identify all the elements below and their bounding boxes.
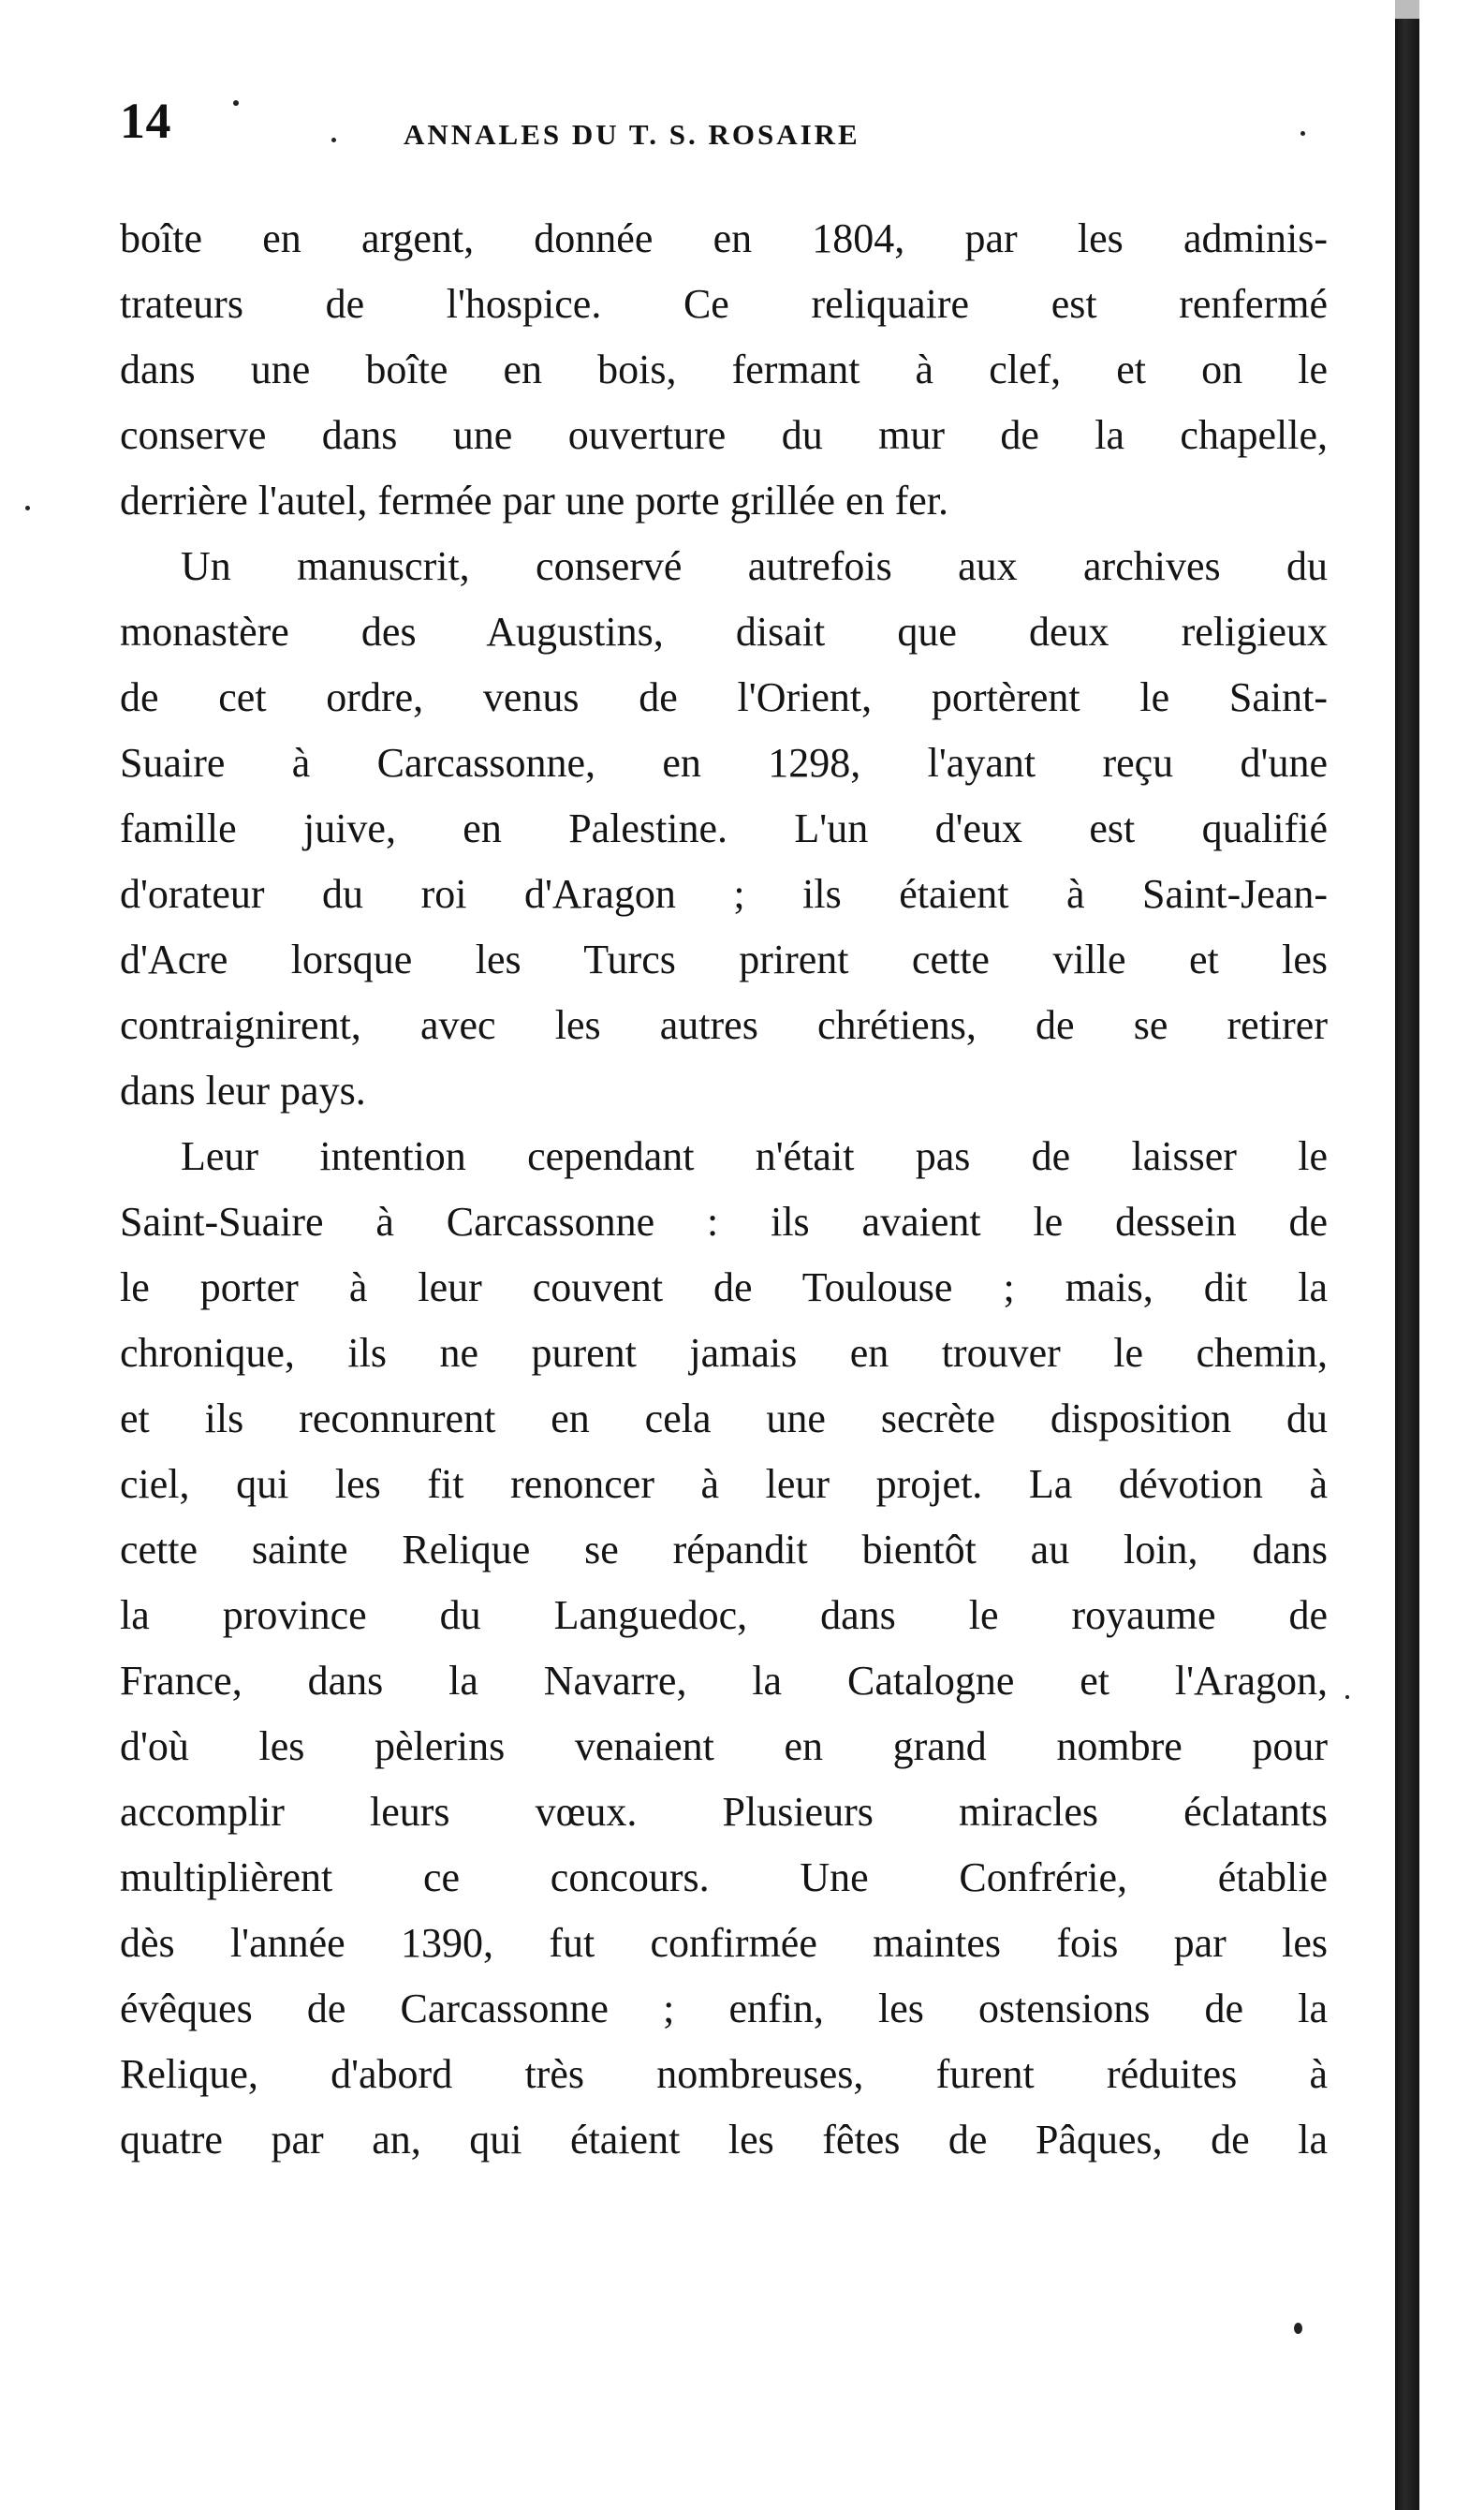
body-text — [120, 206, 1328, 2173]
text-line: contraignirent, avec les autres chrétiens, de se retirer — [120, 1002, 1328, 1048]
text-line: accomplir leurs vœux. Plusieurs miracles éclatants — [120, 1789, 1328, 1835]
text-line: Suaire à Carcassonne, en 1298, l'ayant reçu d'une — [120, 740, 1328, 786]
text-line: quatre par an, qui étaient les fêtes de Pâques, de la — [120, 2117, 1328, 2163]
speck-mark — [1300, 131, 1305, 136]
text-line: dans une boîte en bois, fermant à clef, et on le — [120, 347, 1328, 392]
running-head: ANNALES DU T. S. ROSAIRE — [404, 118, 860, 151]
paragraph-start-line: Leur intention cependant n'était pas de laisser le — [181, 1133, 1328, 1179]
text-line: le porter à leur couvent de Toulouse ; mais, dit la — [120, 1264, 1328, 1310]
text-line: ciel, qui les fit renoncer à leur projet. La dévotion à — [120, 1461, 1328, 1507]
text-line: de cet ordre, venus de l'Orient, portèrent le Saint- — [120, 674, 1328, 720]
speck-mark — [1294, 2323, 1302, 2334]
text-line: famille juive, en Palestine. L'un d'eux est qualifié — [120, 805, 1328, 851]
text-line: évêques de Carcassonne ; enfin, les ostensions de la — [120, 1986, 1328, 2031]
text-line: et ils reconnurent en cela une secrète disposition du — [120, 1395, 1328, 1441]
text-line: cette sainte Relique se répandit bientôt au loin, dans — [120, 1527, 1328, 1572]
text-line: la province du Languedoc, dans le royaume de — [120, 1592, 1328, 1638]
text-line: dès l'année 1390, fut confirmée maintes fois par les — [120, 1920, 1328, 1966]
text-line: conserve dans une ouverture du mur de la chapelle, — [120, 412, 1328, 458]
text-line: d'où les pèlerins venaient en grand nombre pour — [120, 1723, 1328, 1769]
page-header — [120, 93, 1328, 170]
speck-mark — [25, 506, 30, 510]
text-line: France, dans la Navarre, la Catalogne et l'Aragon, — [120, 1658, 1328, 1704]
text-line: Saint-Suaire à Carcassonne : ils avaient le dessein de — [120, 1199, 1328, 1245]
text-line: d'orateur du roi d'Aragon ; ils étaient à Saint-Jean- — [120, 871, 1328, 917]
speck-mark — [233, 100, 239, 106]
binding-shadow — [1395, 0, 1419, 2510]
text-line: chronique, ils ne purent jamais en trouver le chemin, — [120, 1330, 1328, 1376]
paragraph-start-line: Un manuscrit, conservé autrefois aux archives du — [181, 543, 1328, 589]
page-number: 14 — [120, 93, 171, 149]
text-line: Relique, d'abord très nombreuses, furent réduites à — [120, 2051, 1328, 2097]
text-line: dans leur pays. — [120, 1068, 366, 1114]
text-line: boîte en argent, donnée en 1804, par les adminis- — [120, 215, 1328, 261]
text-line: monastère des Augustins, disait que deux religieux — [120, 609, 1328, 655]
speck-mark — [1345, 1695, 1349, 1699]
text-line: trateurs de l'hospice. Ce reliquaire est renfermé — [120, 281, 1328, 327]
text-line: multiplièrent ce concours. Une Confrérie, établie — [120, 1854, 1328, 1900]
text-line: d'Acre lorsque les Turcs prirent cette ville et les — [120, 937, 1328, 982]
text-line: derrière l'autel, fermée par une porte grillée en fer. — [120, 478, 948, 524]
speck-mark — [331, 138, 336, 142]
